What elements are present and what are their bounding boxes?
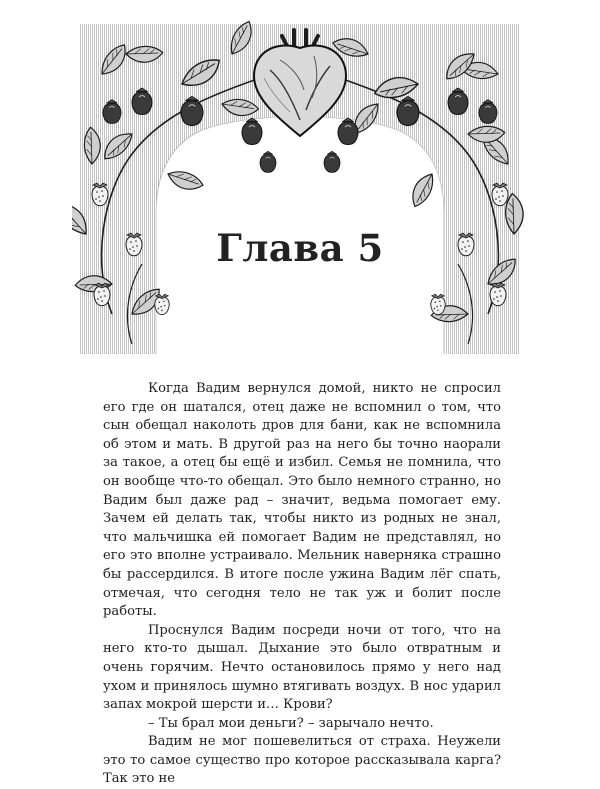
paragraph: Проснулся Вадим посреди ночи от того, что на него кто-то дышал. Дыхание это было отвратным и очень горячим. Нечто остановилось прямо у него над ухом и принялось шумно втягивать воздух. В нос ударил запах мокрой шерсти и… Крови? [103, 622, 501, 713]
paragraph: Когда Вадим вернулся домой, никто не спросил его где он шатался, отец даже не вспомнил о том, что сын обещал наколоть дров для бани, как не вспомнила об этом и мать. В другой раз на него бы точно наорали за такое, а отец бы ещё и избил. Семья не помнила, что он вообще что-то обещал. Это было немного странно, но Вадим был даже рад – значит, ведьма помогает ему. Зачем ей делать так, чтобы никто из родных не знал, что мальчишка ей помогает Вадим не представлял, но его это вполне устраивало. Мельник наверняка страшно бы рассердился. В итоге после ужина Вадим лёг спать, отмечая, что сегодня тело не так уж и болит после работы. [103, 381, 501, 620]
paragraph: – Ты брал мои деньги? – зарычало нечто. [148, 715, 434, 731]
paragraph: Вадим не мог пошевелиться от страха. Неужели это то самое существо про которое рассказывала карга? Так это не [103, 734, 501, 787]
chapter-body [103, 380, 501, 789]
chapter-title: Глава 5 [216, 226, 384, 270]
heart-floral-arch-icon [72, 14, 528, 360]
